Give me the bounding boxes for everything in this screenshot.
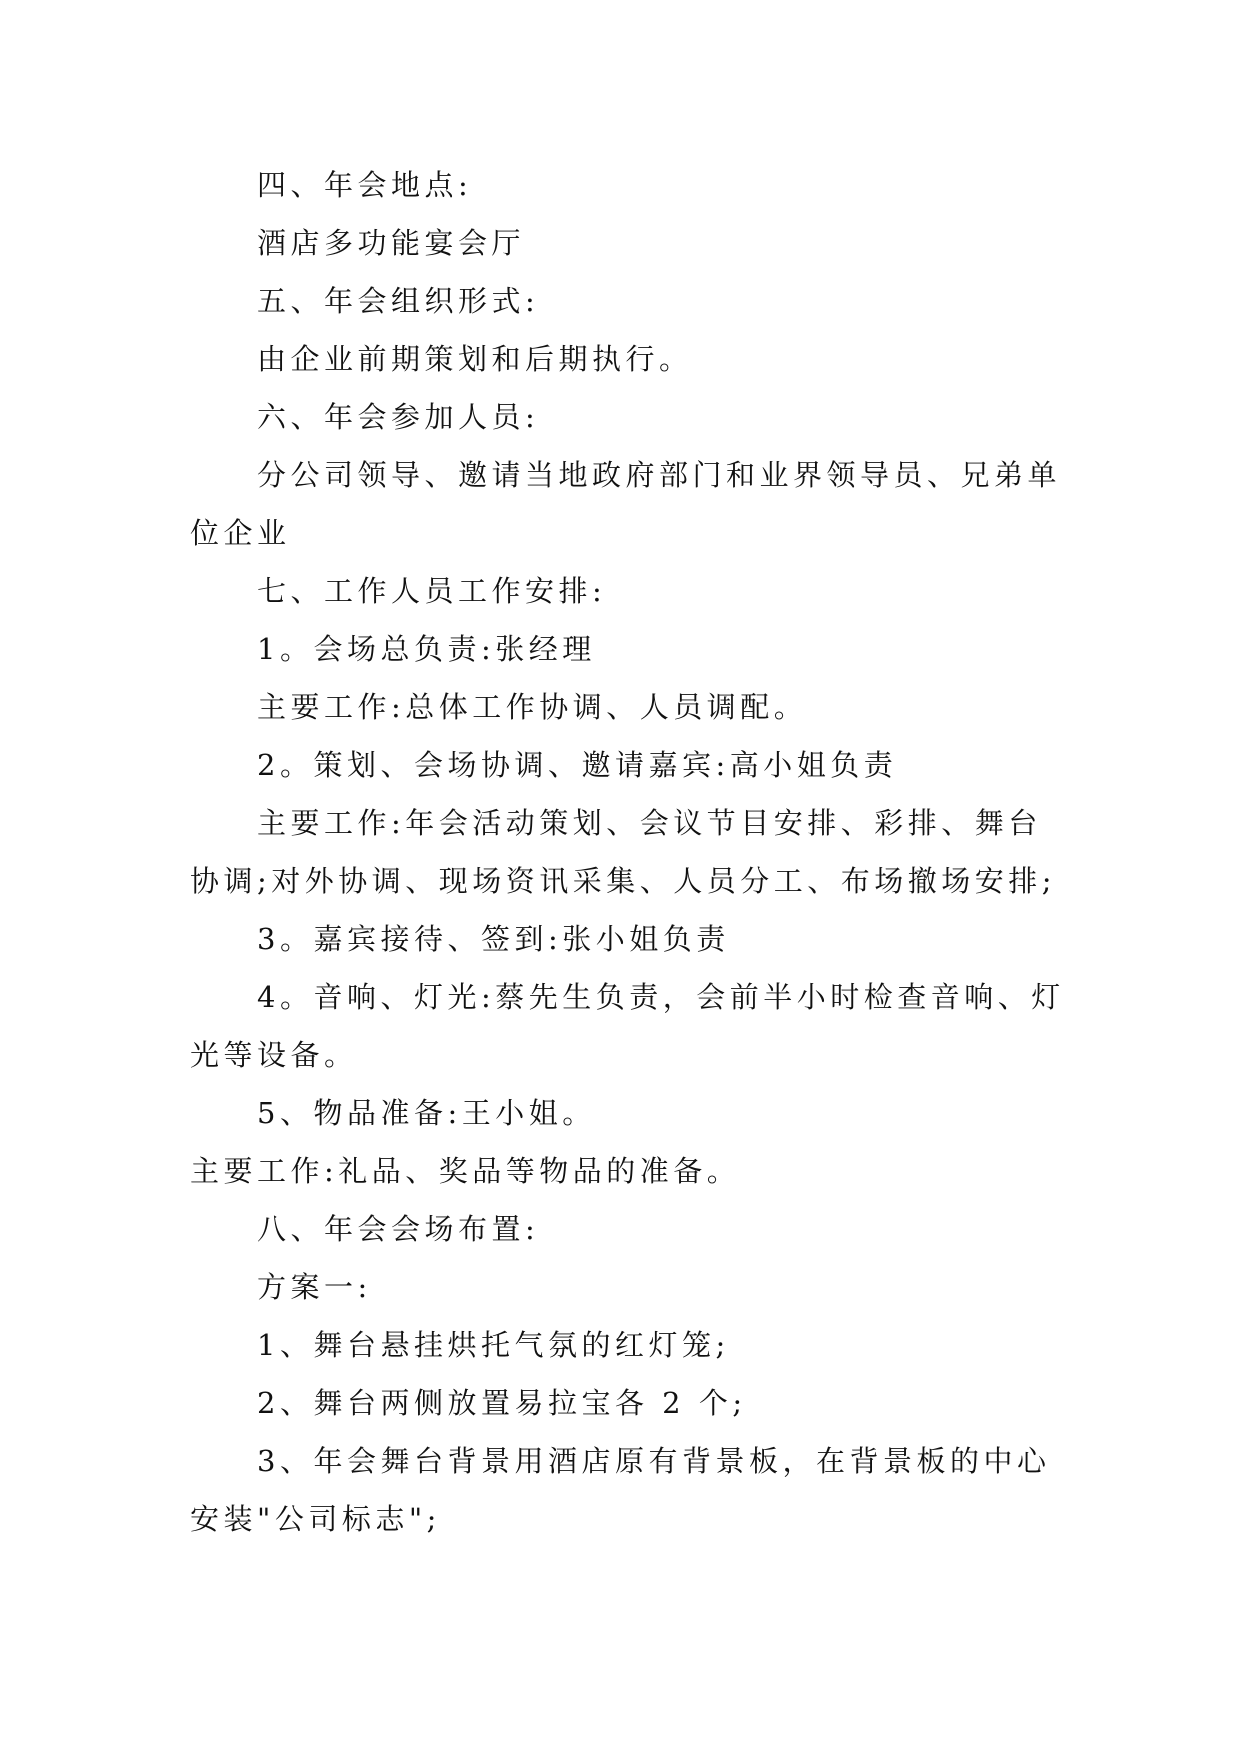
section-heading-venue: 四、年会地点:	[257, 168, 473, 202]
list-item-3: 3。嘉宾接待、签到:张小姐负责	[257, 922, 730, 956]
list-item-1: 1。会场总负责:张经理	[257, 632, 596, 666]
section-heading-layout: 八、年会会场布置:	[257, 1212, 540, 1246]
list-item-1-duties: 主要工作:总体工作协调、人员调配。	[257, 690, 808, 724]
list-item-4-continued: 光等设备。	[190, 1038, 358, 1072]
list-item-2: 2。策划、会场协调、邀请嘉宾:高小姐负责	[257, 748, 898, 782]
plan-item-2: 2、舞台两侧放置易拉宝各 2 个;	[257, 1386, 747, 1420]
list-item-2-duties-continued: 协调;对外协调、现场资讯采集、人员分工、布场撤场安排;	[190, 864, 1057, 898]
list-item-2-duties: 主要工作:年会活动策划、会议节目安排、彩排、舞台	[257, 806, 1042, 840]
list-item-4: 4。音响、灯光:蔡先生负责，会前半小时检查音响、灯	[257, 980, 1065, 1014]
plan-item-3: 3、年会舞台背景用酒店原有背景板，在背景板的中心	[257, 1444, 1051, 1478]
paragraph-attendees-continued: 位企业	[190, 516, 291, 550]
paragraph-attendees: 分公司领导、邀请当地政府部门和业界领导员、兄弟单	[257, 458, 1062, 492]
list-item-5-duties: 主要工作:礼品、奖品等物品的准备。	[190, 1154, 741, 1188]
plan-item-1: 1、舞台悬挂烘托气氛的红灯笼;	[257, 1328, 730, 1362]
section-heading-organization: 五、年会组织形式:	[257, 284, 540, 318]
paragraph-organization: 由企业前期策划和后期执行。	[257, 342, 693, 376]
section-heading-attendees: 六、年会参加人员:	[257, 400, 540, 434]
list-item-5: 5、物品准备:王小姐。	[257, 1096, 596, 1130]
section-heading-staff: 七、工作人员工作安排:	[257, 574, 607, 608]
plan-heading: 方案一:	[257, 1270, 372, 1304]
plan-item-3-continued: 安装"公司标志";	[190, 1502, 441, 1536]
paragraph-venue: 酒店多功能宴会厅	[257, 226, 526, 260]
